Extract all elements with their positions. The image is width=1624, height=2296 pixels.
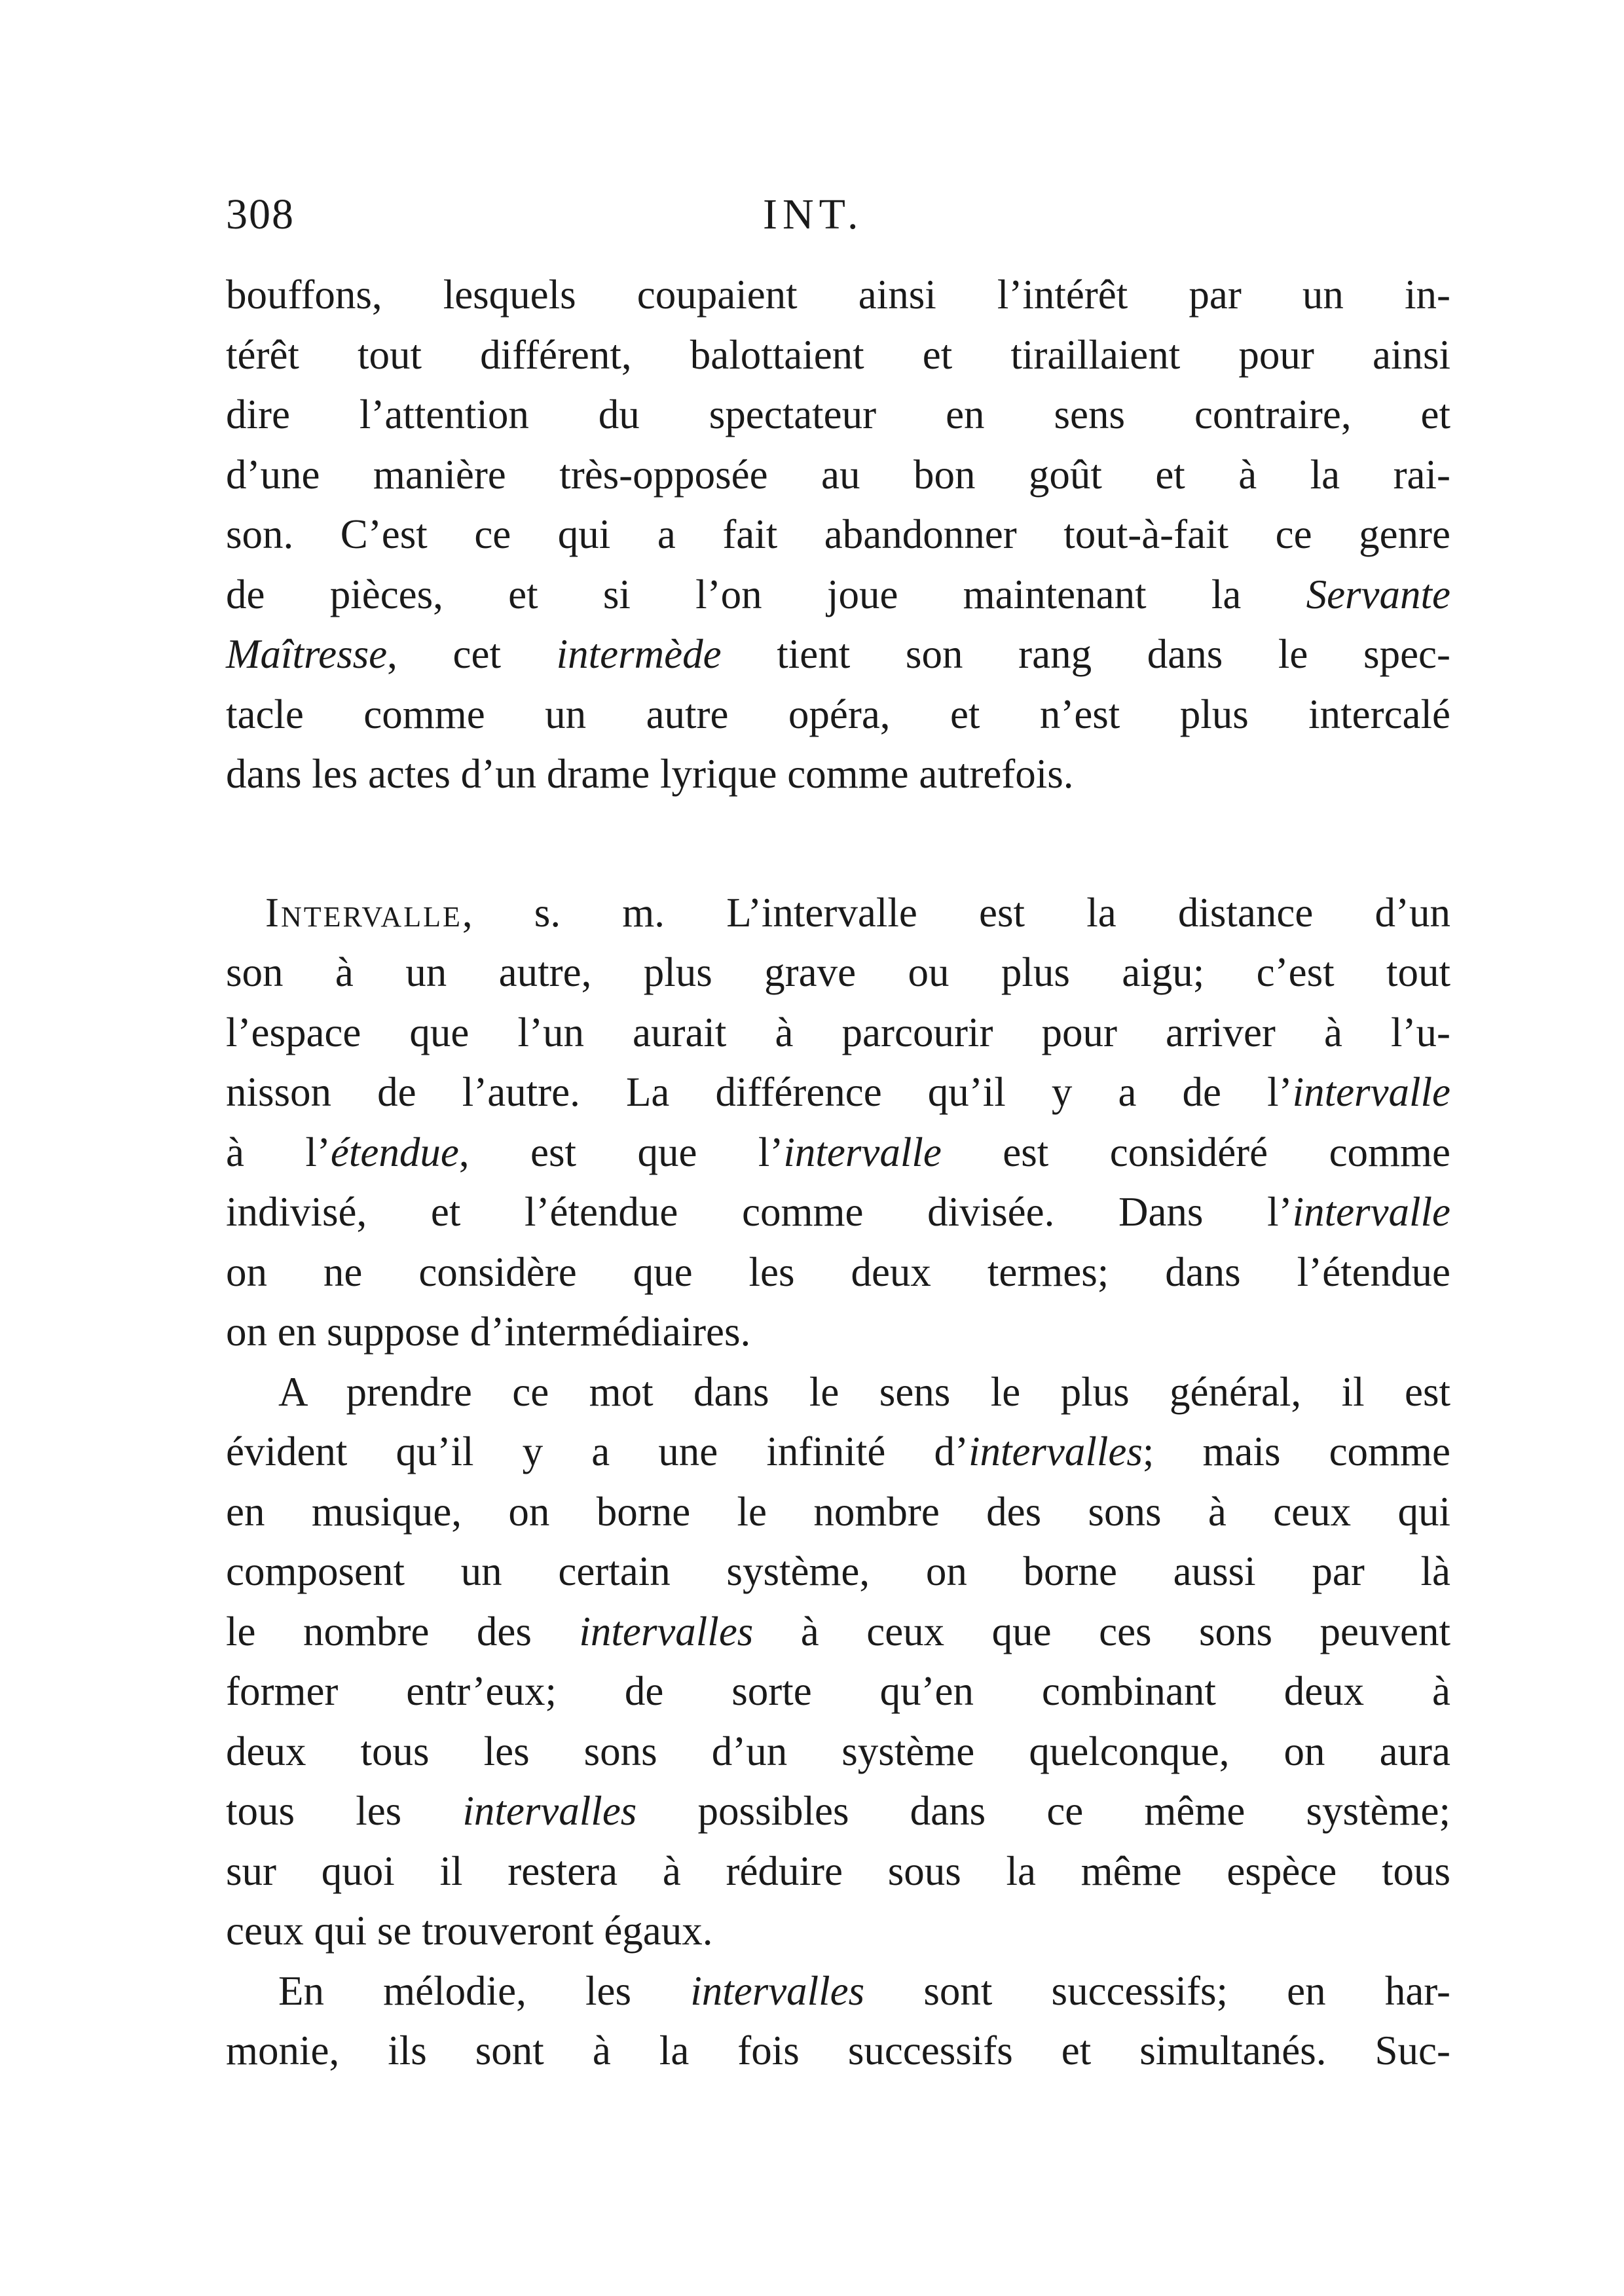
text-segment: à ceux que ces sons peuvent	[753, 1608, 1450, 1654]
text-segment: tacle comme un autre opéra, et n’est plus intercalé	[226, 691, 1450, 737]
text-line	[226, 1003, 1450, 1063]
text-line	[226, 505, 1450, 565]
entry-headword: Intervalle	[265, 889, 462, 936]
text-segment: sur quoi il restera à réduire sous la même espèce tous	[226, 1848, 1450, 1894]
text-line	[226, 2021, 1450, 2081]
text-segment: son à un autre, plus grave ou plus aigu; c’est tout	[226, 949, 1450, 995]
text-line	[226, 1302, 1450, 1362]
italic-term: étendue	[330, 1129, 459, 1175]
text-segment: tient son rang dans le spec-	[721, 631, 1450, 677]
text-segment: d’une manière très-opposée au bon goût et à la rai-	[226, 451, 1450, 498]
text-segment: former entr’eux; de sorte qu’en combinant deux à	[226, 1668, 1450, 1714]
text-segment: En mélodie, les	[278, 1967, 691, 2014]
text-segment: on en suppose d’intermédiaires.	[226, 1309, 751, 1355]
text-line	[226, 1602, 1450, 1662]
italic-term: intervalle	[783, 1129, 942, 1175]
text-line	[226, 1422, 1450, 1482]
text-line	[226, 325, 1450, 386]
italic-term: intervalle	[1292, 1189, 1450, 1235]
text-segment: deux tous les sons d’un système quelconque, on aura	[226, 1728, 1450, 1774]
text-line	[226, 943, 1450, 1003]
running-head	[226, 190, 1450, 249]
text-segment: , est que l’	[458, 1129, 784, 1175]
page-number: 308	[226, 191, 295, 238]
text-segment: , s. m. L’intervalle est la distance d’un	[462, 889, 1450, 936]
text-segment: sont successifs; en har-	[864, 1967, 1450, 2014]
text-line	[226, 1961, 1450, 2022]
text-line	[226, 883, 1450, 943]
text-line	[226, 1063, 1450, 1123]
text-line	[226, 1662, 1450, 1722]
body-text	[226, 265, 1450, 2081]
text-segment: nisson de l’autre. La différence qu’il y a de l’	[226, 1069, 1293, 1115]
text-segment: térêt tout différent, balottaient et tiraillaient pour ainsi	[226, 331, 1450, 378]
text-line	[226, 1901, 1450, 1961]
text-segment: dire l’attention du spectateur en sens contraire, et	[226, 392, 1450, 437]
text-segment: le nombre des	[226, 1608, 580, 1654]
text-segment: à l’	[226, 1129, 331, 1175]
text-segment: en musique, on borne le nombre des sons à ceux qui	[226, 1488, 1450, 1535]
running-title: INT.	[763, 191, 864, 238]
italic-term: intervalles	[968, 1429, 1143, 1474]
text-line	[226, 1781, 1450, 1842]
text-segment: de pièces, et si l’on joue maintenant la	[226, 571, 1306, 617]
text-segment: , cet	[387, 631, 557, 677]
text-segment: on ne considère que les deux termes; dans l’étendue	[226, 1248, 1450, 1295]
text-line	[226, 1243, 1450, 1303]
text-segment: dans les actes d’un drame lyrique comme autrefois.	[226, 751, 1074, 797]
text-segment: est considéré comme	[941, 1129, 1451, 1175]
text-segment: possibles dans ce même système;	[637, 1788, 1450, 1834]
italic-term: intervalles	[579, 1608, 754, 1654]
text-line	[226, 1842, 1450, 1902]
italic-term: Servante	[1306, 571, 1450, 617]
italic-term: intervalles	[462, 1788, 637, 1834]
italic-term: intervalles	[690, 1967, 865, 2014]
text-segment: ; mais comme	[1142, 1429, 1451, 1474]
text-line	[226, 265, 1450, 325]
text-line	[226, 445, 1450, 505]
section-gap	[226, 805, 1450, 883]
text-segment: composent un certain système, on borne aussi par là	[226, 1548, 1450, 1594]
text-line	[226, 1362, 1450, 1423]
text-line	[226, 565, 1450, 625]
text-line	[226, 625, 1450, 685]
italic-term: Maîtresse	[226, 631, 388, 677]
text-segment: l’espace que l’un aurait à parcourir pour arriver à l’u-	[226, 1009, 1450, 1055]
text-line	[226, 385, 1450, 445]
text-line	[226, 1123, 1450, 1183]
text-line	[226, 744, 1450, 805]
text-segment: A prendre ce mot dans le sens le plus général, il est	[278, 1368, 1450, 1415]
italic-term: intervalle	[1292, 1069, 1450, 1115]
italic-term: intermède	[556, 631, 722, 677]
text-segment: indivisé, et l’étendue comme divisée. Dans l’	[226, 1189, 1293, 1235]
text-line	[226, 1542, 1450, 1602]
text-segment: tous les	[226, 1788, 463, 1834]
text-line	[226, 1482, 1450, 1542]
text-segment: monie, ils sont à la fois successifs et simultanés. Suc-	[226, 2028, 1450, 2073]
text-line	[226, 685, 1450, 745]
text-line	[226, 1182, 1450, 1243]
text-segment: bouffons, lesquels coupaient ainsi l’intérêt par un in-	[226, 272, 1450, 318]
text-segment: ceux qui se trouveront égaux.	[226, 1908, 713, 1954]
text-segment: évident qu’il y a une infinité d’	[226, 1429, 969, 1474]
text-segment: son. C’est ce qui a fait abandonner tout-à-fait ce genre	[226, 511, 1450, 557]
text-line	[226, 1722, 1450, 1782]
